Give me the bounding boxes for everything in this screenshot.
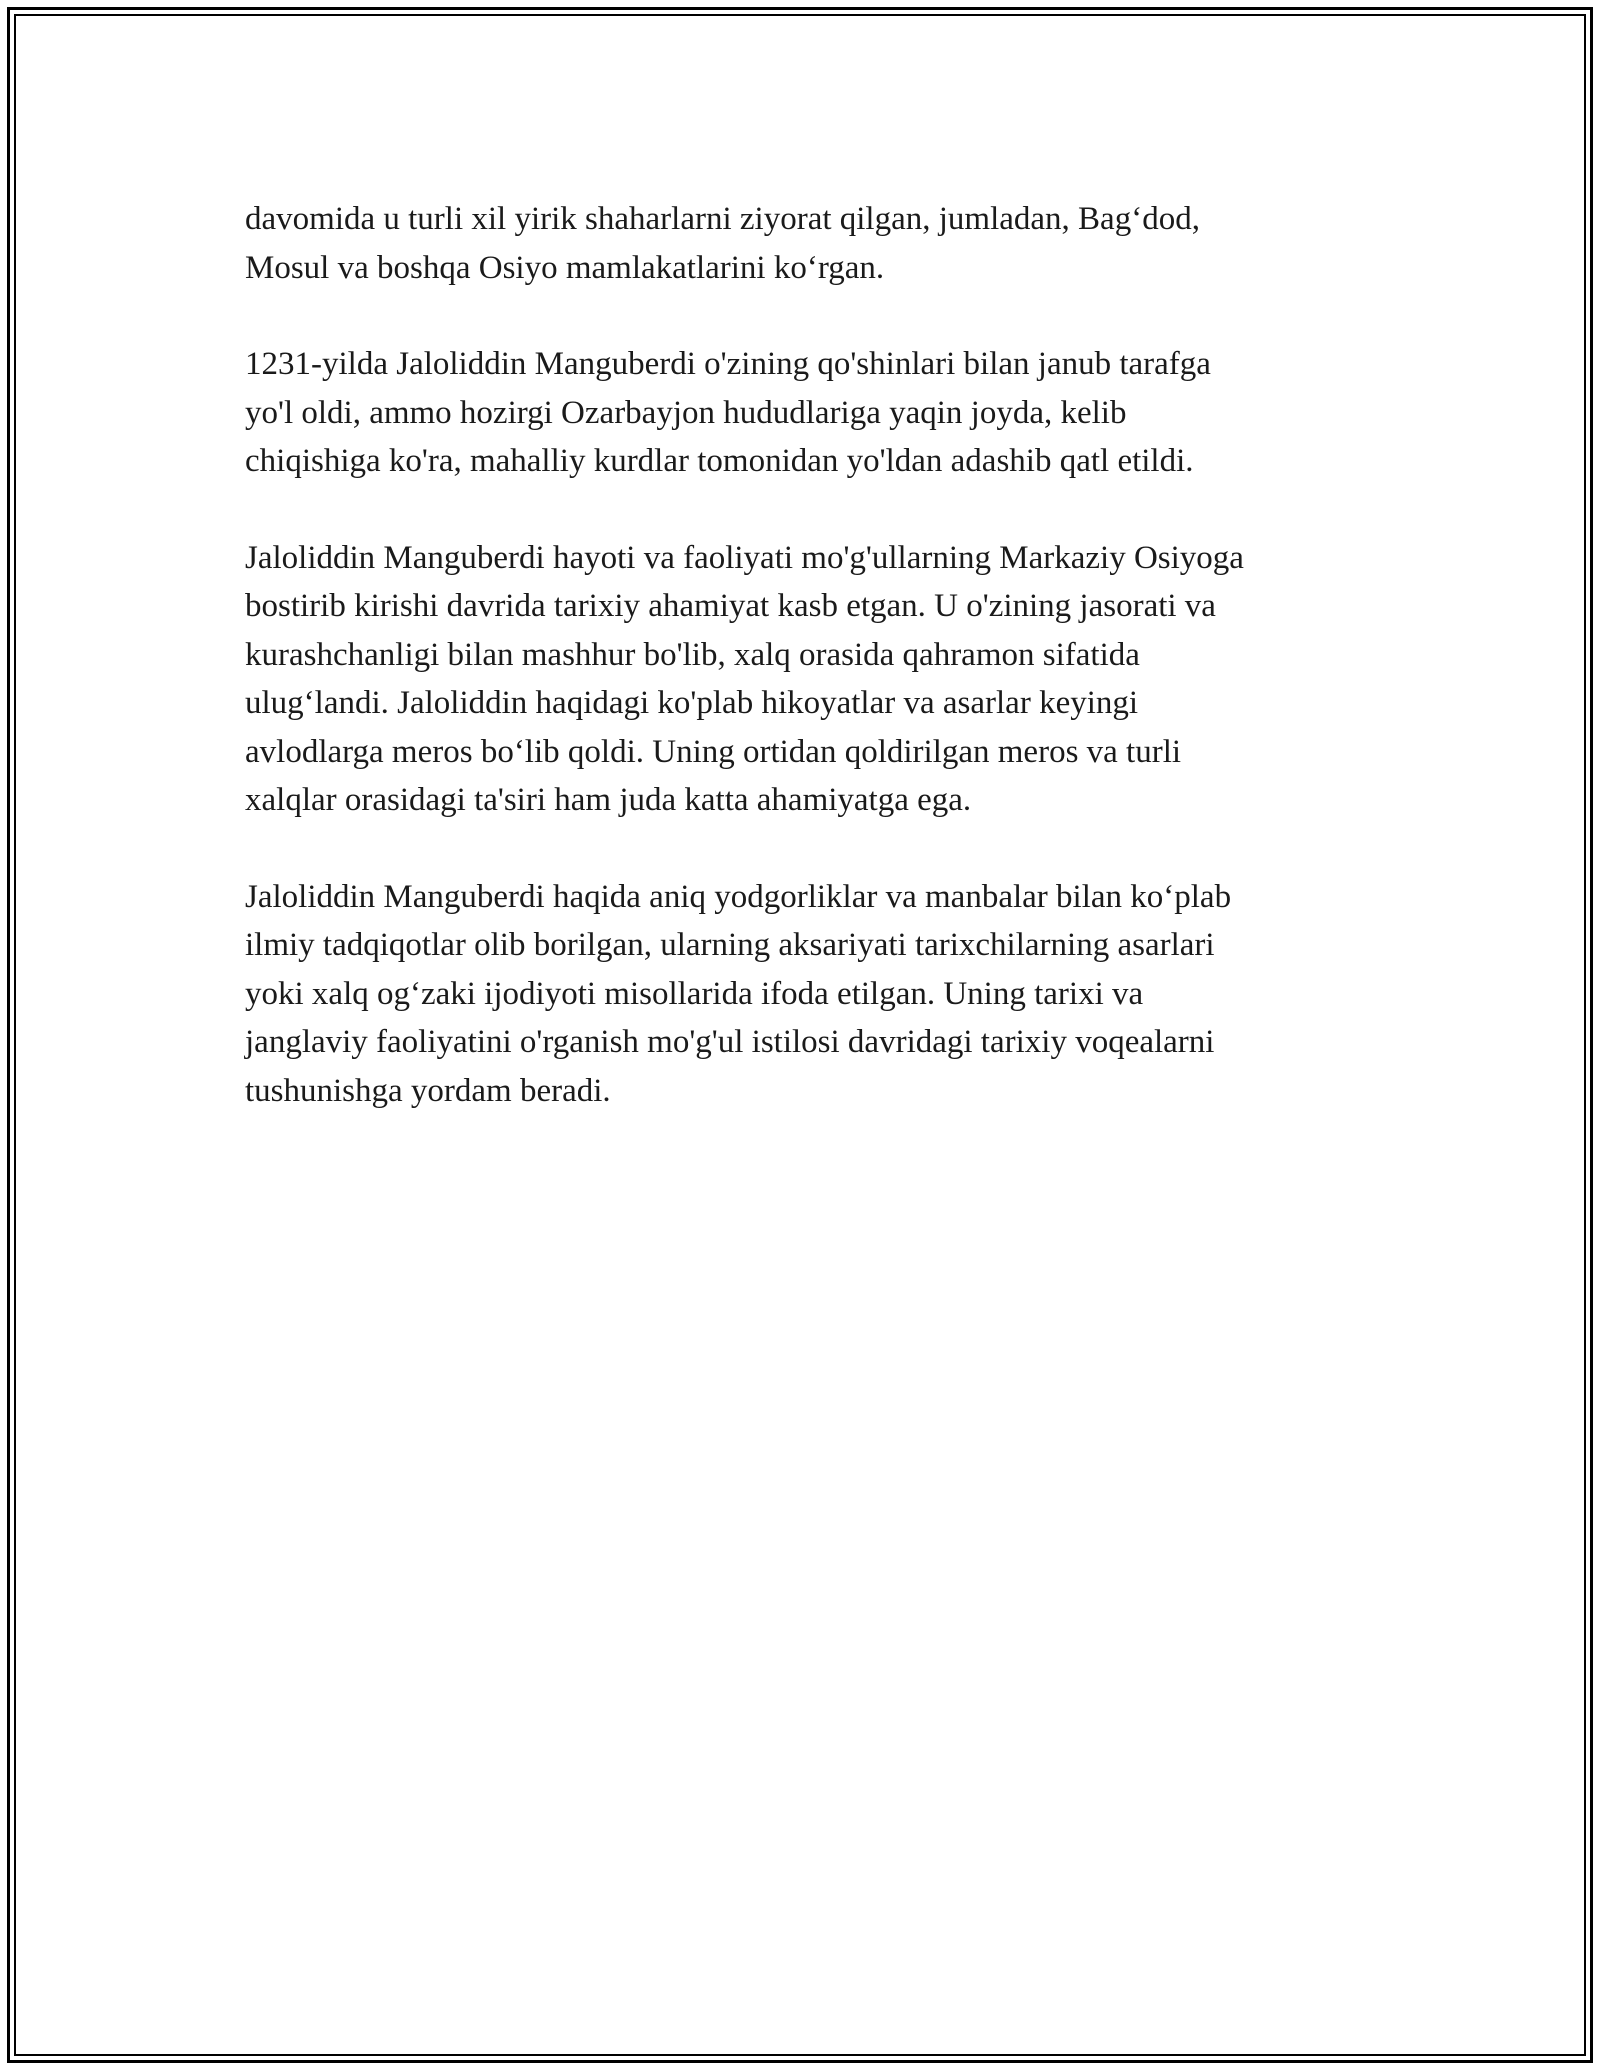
- text-line: chiqishiga ko'ra, mahalliy kurdlar tomonidan yo'ldan adashib qatl etildi.: [245, 443, 1194, 479]
- page-border: [7, 7, 1593, 2063]
- text-line: kurashchanligi bilan mashhur bo'lib, xalq orasida qahramon sifatida: [245, 636, 1140, 673]
- paragraph-2: [245, 340, 1365, 486]
- text-line: janglaviy faoliyatini o'rganish mo'g'ul istilosi davridagi tarixiy voqealarni: [245, 1024, 1215, 1060]
- paragraph-3: [245, 534, 1365, 825]
- paragraph-1: [245, 195, 1365, 292]
- document-body: [245, 195, 1365, 1163]
- text-line: 1231-yilda Jaloliddin Manguberdi o'zining qo'shinlari bilan janub tarafga: [245, 346, 1211, 382]
- text-line: xalqlar orasidagi ta'siri ham juda katta ahamiyatga ega.: [245, 782, 972, 818]
- text-line: ilmiy tadqiqotlar olib borilgan, ularning aksariyati tarixchilarning asarlari: [245, 927, 1215, 963]
- text-line: yoki xalq og‘zaki ijodiyoti misollarida ifoda etilgan. Uning tarixi va: [245, 975, 1144, 1012]
- text-line: ulug‘landi. Jaloliddin haqidagi ko'plab hikoyatlar va asarlar keyingi: [245, 685, 1139, 721]
- paragraph-4: [245, 873, 1365, 1116]
- text-line: Jaloliddin Manguberdi hayoti va faoliyati mo'g'ullarning Markaziy Osiyoga: [245, 539, 1244, 576]
- text-line: tushunishga yordam beradi.: [245, 1072, 611, 1109]
- text-line: bostirib kirishi davrida tarixiy ahamiyat kasb etgan. U o'zining jasorati va: [245, 588, 1216, 624]
- text-line: davomida u turli xil yirik shaharlarni ziyorat qilgan, jumladan, Bag‘dod,: [245, 201, 1200, 237]
- text-line: Mosul va boshqa Osiyo mamlakatlarini ko‘rgan.: [245, 249, 885, 286]
- text-line: avlodlarga meros bo‘lib qoldi. Uning ortidan qoldirilgan meros va turli: [245, 733, 1182, 770]
- text-line: Jaloliddin Manguberdi haqida aniq yodgorliklar va manbalar bilan ko‘plab: [245, 878, 1232, 915]
- text-line: yo'l oldi, ammo hozirgi Ozarbayjon hududlariga yaqin joyda, kelib: [245, 394, 1127, 431]
